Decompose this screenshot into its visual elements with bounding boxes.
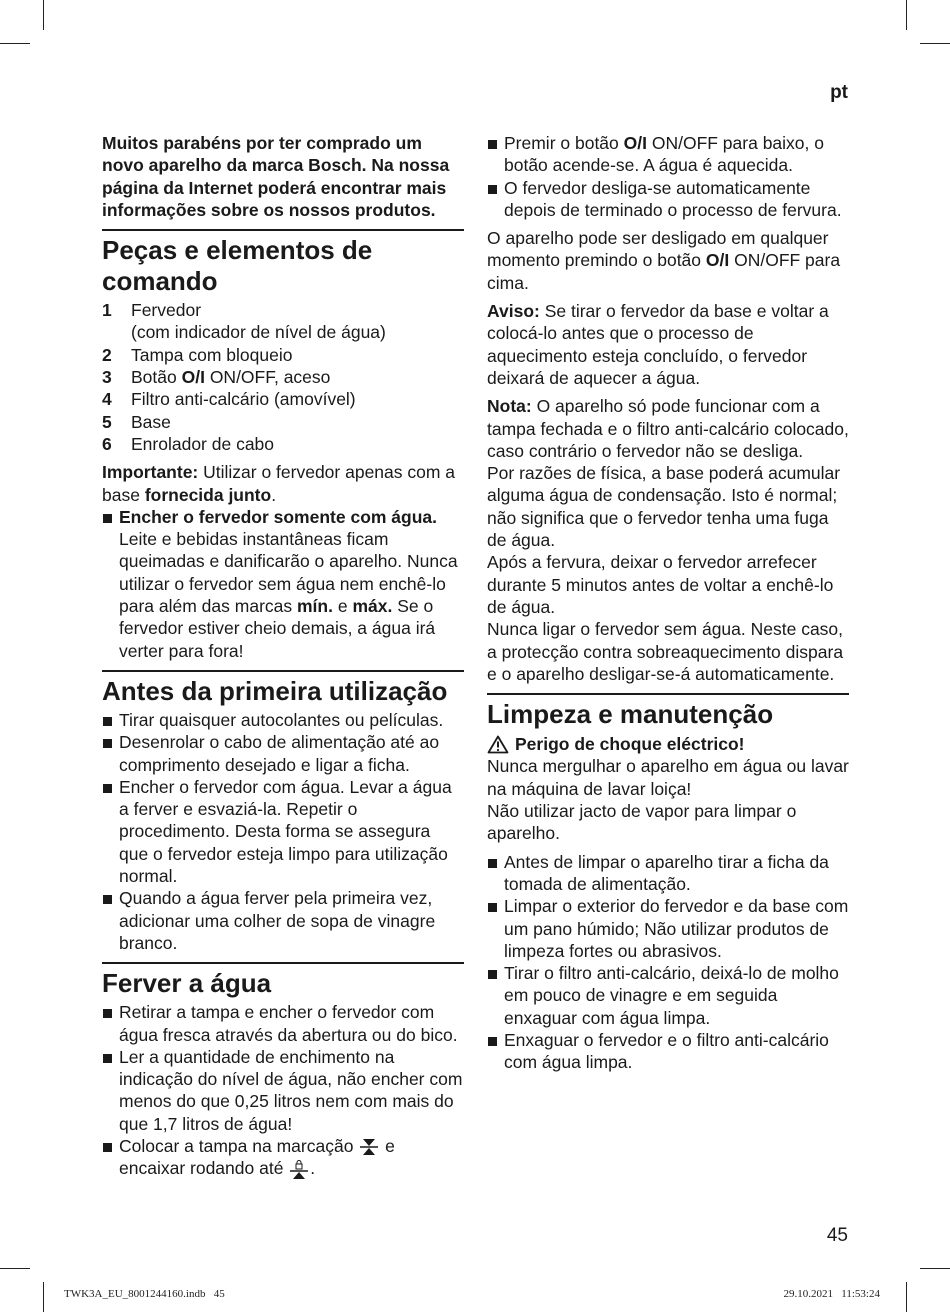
list-item: Enxaguar o fervedor e o filtro anti-calcário com água limpa. — [487, 1029, 849, 1074]
overheat-text: Nunca ligar o fervedor sem água. Neste caso, a protecção contra sobreaquecimento dispara e o aparelho desligar-se-á automaticamente. — [487, 619, 844, 684]
list-item: Quando a água ferver pela primeira vez, adicionar uma colher de sopa de vinagre branco. — [102, 887, 464, 954]
aviso-text: Aviso: Se tirar o fervedor da base e voltar a colocá-lo antes que o processo de aquecimento esteja concluído, o fervedor deixará de aquecer a água. — [487, 301, 829, 388]
list-item: 6 Enrolador de cabo — [102, 433, 275, 454]
lid-lock-icon — [288, 1160, 310, 1180]
list-item: Premir o botão O/I ON/OFF para baixo, o botão acende-se. A água é aquecida. — [487, 132, 849, 177]
cleaning-list — [487, 851, 849, 1074]
cleaning-heading: Limpeza e manutenção — [487, 693, 849, 730]
list-item: Limpar o exterior do fervedor e da base com um pano húmido; Não utilizar produtos de limpeza fortes ou abrasivos. — [487, 895, 849, 962]
crop-mark — [906, 0, 907, 30]
crop-mark — [920, 43, 950, 44]
list-item: 5 Base — [102, 411, 171, 432]
crop-mark — [43, 1282, 44, 1312]
cooldown-text: Após a fervura, deixar o fervedor arrefecer durante 5 minutos antes de voltar a enchê-lo de água. — [487, 552, 834, 617]
list-item: Tirar quaisquer autocolantes ou películas. — [102, 709, 464, 731]
boil-list — [102, 1001, 464, 1179]
operation-list — [487, 132, 849, 221]
parts-list — [102, 299, 464, 455]
list-item: 3 Botão O/I ON/OFF, aceso — [102, 367, 331, 388]
switch-off-text: O aparelho pode ser desligado em qualquer momento premindo o botão O/I ON/OFF para cima. — [487, 228, 841, 293]
list-item: Desenrolar o cabo de alimentação até ao comprimento desejado e ligar a ficha. — [102, 731, 464, 776]
fill-warning-list — [102, 506, 464, 662]
footer-file: TWK3A_EU_8001244160.indb 45 — [64, 1288, 225, 1300]
crop-mark — [0, 43, 30, 44]
list-item: Retirar a tampa e encher o fervedor com água fresca através da abertura ou do bico. — [102, 1001, 464, 1046]
list-item: 2 Tampa com bloqueio — [102, 344, 293, 365]
language-code: pt — [830, 82, 848, 103]
left-column — [102, 132, 464, 1180]
boil-heading: Ferver a água — [102, 962, 464, 999]
list-item: Encher o fervedor somente com água. Leite e bebidas instantâneas ficam queimadas e danificarão o aparelho. Nunca utilizar o fervedor sem água nem enchê-lo para além das marcas mín. e máx. Se o fervedor estiver cheio demais, a água irá verter para fora! — [102, 506, 464, 662]
right-column — [487, 132, 849, 1074]
list-item: O fervedor desliga-se automaticamente depois de terminado o processo de fervura. — [487, 177, 849, 222]
warning-triangle-icon — [487, 735, 509, 754]
page-number: 45 — [826, 1225, 848, 1246]
crop-mark — [43, 0, 44, 30]
danger-text: Não utilizar jacto de vapor para limpar o aparelho. — [487, 801, 797, 844]
crop-mark — [920, 1268, 950, 1269]
footer-date: 29.10.2021 11:53:24 — [783, 1288, 880, 1300]
list-item: Antes de limpar o aparelho tirar a ficha da tomada de alimentação. — [487, 851, 849, 896]
condensation-text: Por razões de física, a base poderá acumular alguma água de condensação. Isto é normal; não significa que o fervedor tenha uma fuga de água. — [487, 463, 841, 551]
list-item: 4 Filtro anti-calcário (amovível) — [102, 389, 356, 410]
lid-align-icon — [358, 1138, 380, 1156]
list-item: Ler a quantidade de enchimento na indicação do nível de água, não encher com menos do que 0,25 litros nem com mais do que 1,7 litros de água! — [102, 1046, 464, 1135]
parts-heading: Peças e elementos de comando — [102, 229, 464, 297]
crop-mark — [0, 1268, 30, 1269]
crop-mark — [906, 1282, 907, 1312]
first-use-heading: Antes da primeira utilização — [102, 670, 464, 707]
danger-text: Nunca mergulhar o aparelho em água ou lavar na máquina de lavar loiça! — [487, 756, 849, 799]
important-note: Importante: Utilizar o fervedor apenas com a base fornecida junto. — [102, 462, 456, 505]
list-item: Colocar a tampa na marcação e encaixar rodando até . — [102, 1135, 464, 1180]
list-item: Tirar o filtro anti-calcário, deixá-lo de molho em pouco de vinagre e em seguida enxaguar com água limpa. — [487, 962, 849, 1029]
intro-text: Muitos parabéns por ter comprado um novo aparelho da marca Bosch. Na nossa página da Internet poderá encontrar mais informações sobre os nossos produtos. — [102, 133, 450, 220]
danger-warning: Perigo de choque eléctrico! — [487, 733, 849, 755]
nota-text: Nota: O aparelho só pode funcionar com a tampa fechada e o filtro anti-calcário colocado, caso contrário o fervedor não se desliga. — [487, 396, 849, 461]
list-item: 1 Fervedor (com indicador de nível de água) — [102, 300, 386, 343]
list-item: Encher o fervedor com água. Levar a água a ferver e esvaziá-la. Repetir o procedimento. Desta forma se assegura que o fervedor esteja limpo para utilização normal. — [102, 776, 464, 887]
first-use-list — [102, 709, 464, 954]
